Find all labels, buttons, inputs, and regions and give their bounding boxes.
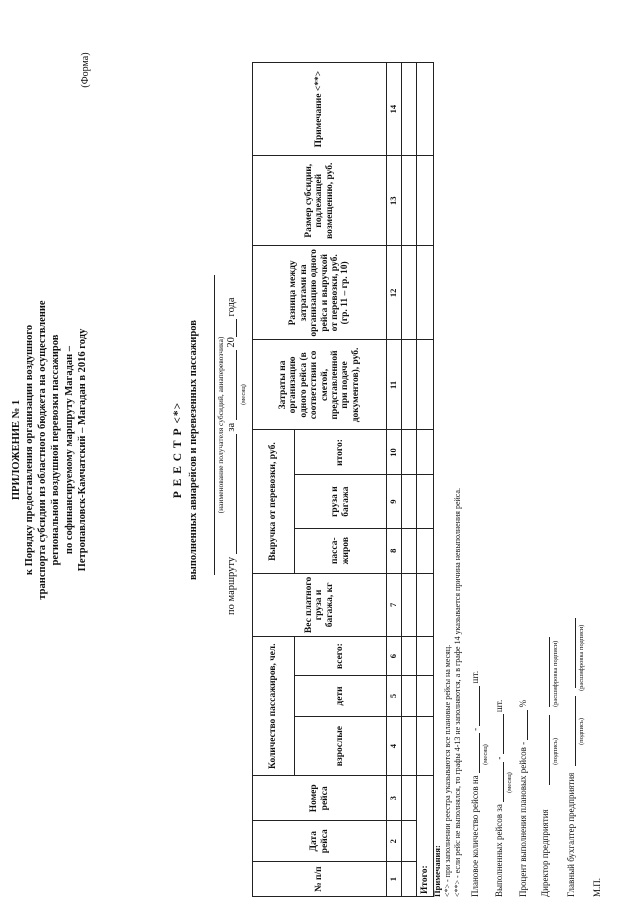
table-cell[interactable] (402, 246, 417, 340)
table-cell[interactable] (417, 156, 434, 246)
seal-label: М.П. (592, 877, 602, 897)
header-all: всего: (295, 637, 387, 676)
appendix-title: ПРИЛОЖЕНИЕ № 1 (11, 399, 22, 501)
column-number: 1 (387, 862, 402, 897)
header-subsidy: Размер субсидии, подлежащей возмещению, руб. (253, 156, 387, 246)
director-line (540, 637, 550, 897)
column-number-row (387, 63, 402, 897)
table-cell[interactable] (417, 676, 434, 717)
table-cell[interactable] (417, 246, 434, 340)
notes-heading: Примечания: (432, 845, 442, 897)
appendix-header (10, 115, 89, 785)
header-date: Дата рейса (253, 821, 387, 862)
planned-count-field[interactable] (479, 686, 480, 726)
table-cell[interactable] (402, 63, 417, 156)
header-revenue-group: Выручка от перевозки, руб. (253, 430, 295, 573)
appendix-line: по софинансируемому маршруту Магадан – (63, 345, 75, 555)
accountant-label: Главный бухгалтер предприятия (566, 772, 576, 897)
form-label: (Форма) (80, 52, 91, 88)
accountant-signature-field[interactable] (575, 696, 576, 766)
performed-count-field[interactable] (503, 714, 504, 754)
performed-flights-line (494, 700, 504, 897)
table-cell[interactable] (402, 776, 417, 821)
director-signature-field[interactable] (549, 715, 550, 785)
header-children: дети (295, 676, 387, 717)
table-cell[interactable] (417, 475, 434, 528)
performed-label: Выполненных рейсов за (494, 804, 504, 897)
accountant-decode-field[interactable] (575, 618, 576, 688)
header-weight: Вес платного груза и багажа, кг (253, 573, 387, 636)
dash: - (470, 727, 480, 731)
column-number: 9 (387, 475, 402, 528)
year-prefix: 20 (226, 337, 237, 348)
planned-label: Плановое количество рейсов на (470, 775, 480, 897)
header-rev-cargo: груза и багажа (295, 475, 387, 528)
table-cell[interactable] (402, 475, 417, 528)
route-field (236, 434, 237, 554)
header-rev-total: итого: (295, 430, 387, 475)
column-number: 3 (387, 776, 402, 821)
column-number: 6 (387, 637, 402, 676)
percent-line (518, 700, 528, 897)
column-number: 11 (387, 340, 402, 430)
register-subtitle: выполненных авиарейсов и перевезенных пассажиров (188, 320, 199, 580)
table-cell[interactable] (417, 430, 434, 475)
director-decode-field[interactable] (549, 637, 550, 707)
table-header-row-1 (253, 63, 295, 897)
route-for: за (226, 422, 237, 432)
table-cell[interactable] (402, 573, 417, 636)
table-cell[interactable] (402, 528, 417, 573)
planned-flights-line (470, 671, 480, 897)
route-prefix: по маршруту (226, 556, 237, 615)
route-line (226, 297, 237, 615)
table-cell[interactable] (417, 340, 434, 430)
appendix-line: транспорта субсидии из областного бюджета на осуществление (37, 300, 49, 600)
planned-month-caption: (месяц) (482, 744, 489, 765)
recipient-caption: (наименование получателя субсидий, авиаперевозчика) (216, 336, 225, 514)
table-cell[interactable] (402, 430, 417, 475)
accountant-line (566, 618, 576, 897)
appendix-line: региональной воздушной перевозки пассажиров (50, 334, 62, 566)
table-cell[interactable] (402, 637, 417, 676)
accountant-decode-caption: (расшифровка подписи) (578, 624, 585, 691)
column-number: 14 (387, 63, 402, 156)
director-sign-caption: (подпись) (552, 738, 559, 765)
table-cell[interactable] (402, 862, 417, 897)
header-rev-pax: пасса-жиров (295, 528, 387, 573)
performed-month-field[interactable] (503, 762, 504, 802)
header-pax-group: Количество пассажиров, чел. (253, 637, 295, 776)
column-number: 2 (387, 821, 402, 862)
header-adults: взрослые (295, 716, 387, 775)
planned-month-field[interactable] (479, 733, 480, 773)
header-costs: Затраты на организацию одного рейса (в соответствии со сметой, представленной при подаче документов), руб. (253, 340, 387, 430)
register-title: Р Е Е С Т Р <*> (172, 401, 184, 499)
total-label: Итого: (417, 776, 434, 897)
director-label: Директор предприятия (540, 809, 550, 897)
note-2: <**> - если рейс не выполнялся, то графы 4-13 не заполняются, а в графе 14 указывается причина невыполнения рейса. (453, 488, 462, 897)
column-number: 13 (387, 156, 402, 246)
column-number: 12 (387, 246, 402, 340)
percent-field[interactable] (527, 710, 528, 740)
year-field (236, 319, 237, 337)
table-cell[interactable] (417, 528, 434, 573)
table-cell[interactable] (417, 63, 434, 156)
column-number: 4 (387, 716, 402, 775)
column-number: 8 (387, 528, 402, 573)
table-cell[interactable] (402, 821, 417, 862)
column-number: 5 (387, 676, 402, 717)
accountant-sign-caption: (подпись) (578, 718, 585, 745)
header-diff: Разница между затратами на организацию одного рейса и выручкой от перевозки, руб. (гр. 11 – гр. 10) (253, 246, 387, 340)
header-note: Примечание <**> (253, 63, 387, 156)
year-suffix: года (226, 297, 237, 317)
table-cell[interactable] (417, 573, 434, 636)
month-caption: (месяц) (240, 384, 247, 405)
register-table (252, 62, 434, 897)
header-flight: Номер рейса (253, 776, 387, 821)
dash: - (494, 756, 504, 760)
table-cell[interactable] (402, 340, 417, 430)
table-cell[interactable] (402, 676, 417, 717)
percent-label: Процент выполнения плановых рейсов - (518, 741, 528, 897)
unit-pcs: шт. (494, 699, 504, 713)
recipient-line (214, 275, 215, 575)
appendix-line: к Порядку предоставления организации воздушного (24, 324, 36, 576)
header-no: № п/п (253, 862, 387, 897)
unit-pcs: шт. (470, 670, 480, 684)
total-row (417, 63, 434, 897)
column-number: 7 (387, 573, 402, 636)
unit-percent: % (518, 699, 528, 708)
table-row (402, 63, 417, 897)
table-cell[interactable] (417, 637, 434, 676)
month-field (236, 350, 237, 420)
appendix-line: Петропавловск-Камчатский – Магадан в 2016 году (76, 328, 88, 572)
performed-month-caption: (месяц) (506, 772, 513, 793)
director-decode-caption: (расшифровка подписи) (552, 640, 559, 707)
table-cell[interactable] (417, 716, 434, 775)
note-1: <*> - при заполнении реестра указываются все плановые рейсы на месяц. (443, 644, 452, 897)
column-number: 10 (387, 430, 402, 475)
table-cell[interactable] (402, 156, 417, 246)
table-cell[interactable] (402, 716, 417, 775)
